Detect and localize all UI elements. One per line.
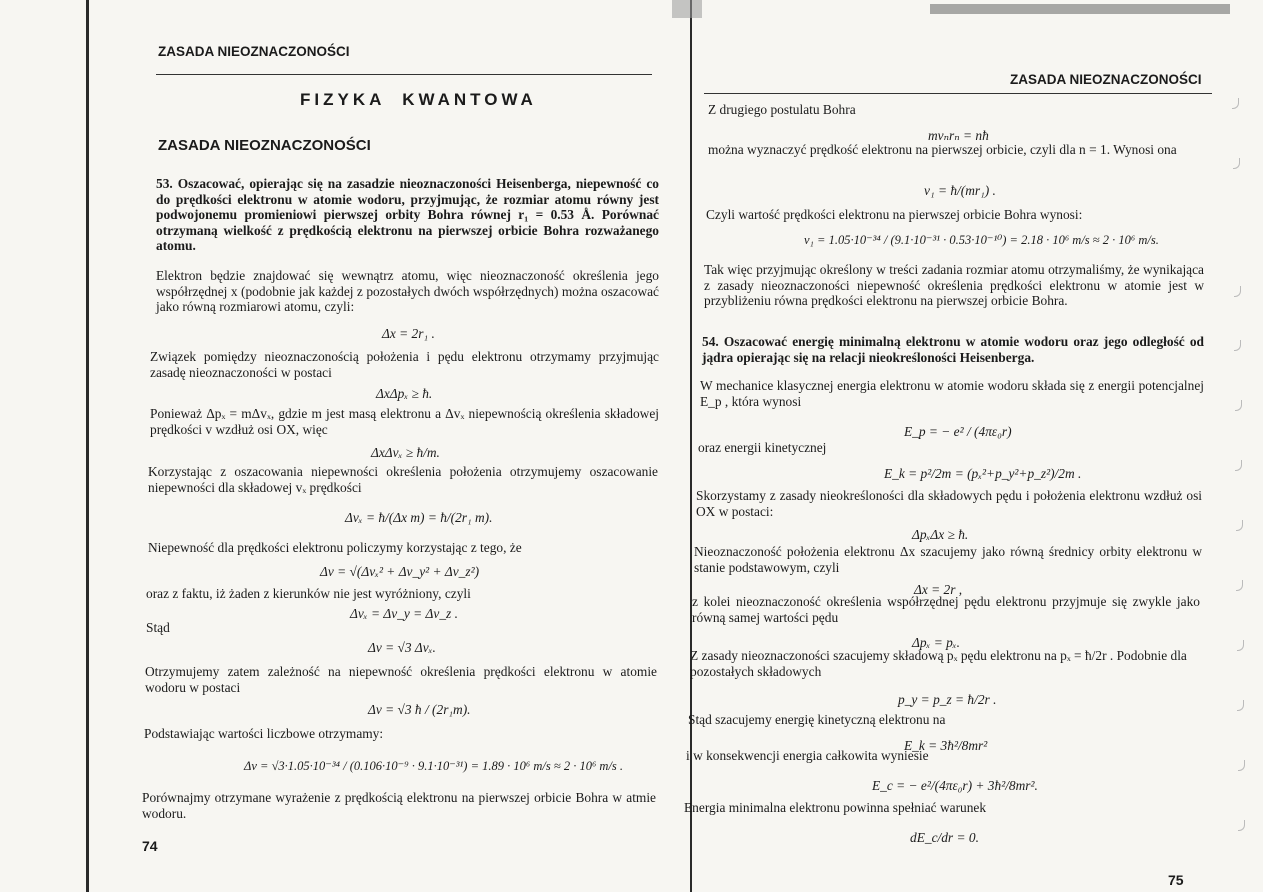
- right-page: [684, 0, 1263, 892]
- equation: ΔxΔvₓ ≥ ħ/m.: [371, 445, 440, 460]
- equation: mvₙrₙ = nħ: [928, 128, 989, 143]
- chapter-title: FIZYKA KWANTOWA: [300, 90, 537, 109]
- paragraph: Stąd: [146, 620, 170, 635]
- running-head-rule: [156, 74, 652, 75]
- problem-53: 53. Oszacować, opierając się na zasadzie nieoznaczoności Heisenberga, niepewność co do prędkości elektronu w atomie wodoru, przyjmując, że rozmiar atomu równy jest podwojonemu promieniowi pierwszej orbity Bohra równej r₁ = 0.53 Å. Porównać otrzymaną wielkość z prędkością elektronu na pierwszej orbicie Bohra rozważanego atomu.: [156, 176, 659, 253]
- equation: Δvₓ = Δv_y = Δv_z .: [350, 606, 458, 621]
- problem-54: 54. Oszacować energię minimalną elektronu w atomie wodoru oraz jego odległość od jądra opierając się na relacji nieokreśloności Heisenberga.: [702, 334, 1204, 365]
- equation: v₁ = ħ/(mr₁) .: [924, 183, 996, 198]
- running-head: ZASADA NIEOZNACZONOŚCI: [158, 44, 350, 59]
- equation: Δpₓ = pₓ.: [912, 635, 960, 650]
- margin-mark: [1237, 640, 1244, 651]
- paragraph: Energia minimalna elektronu powinna spełniać warunek: [684, 800, 987, 815]
- margin-mark: [1236, 580, 1243, 591]
- paragraph: Korzystając z oszacowania niepewności określenia położenia otrzymujemy oszacowanie niepewności dla składowej vₓ prędkości: [148, 464, 658, 495]
- margin-mark: [1235, 460, 1242, 471]
- equation: v₁ = 1.05·10⁻³⁴ / (9.1·10⁻³¹ · 0.53·10⁻¹⁰) = 2.18 · 10⁶ m/s ≈ 2 · 10⁶ m/s.: [804, 233, 1159, 247]
- margin-mark: [1234, 286, 1241, 297]
- paragraph: Elektron będzie znajdować się wewnątrz atomu, więc nieoznaczoność określenia jego współrzędnej x (podobnie jak każdej z pozostałych dwóch współrzędnych) można oszacować jako równą rozmiarowi atomu, czyli:: [156, 268, 659, 314]
- paragraph: Porównajmy otrzymane wyrażenie z prędkością elektronu na pierwszej orbicie Bohra w atmie wodoru.: [142, 790, 656, 821]
- paragraph: z kolei nieoznaczoność określenia współrzędnej pędu elektronu przyjmuje się zwykle jako równą samej wartości pędu: [692, 594, 1200, 625]
- equation: Δv = √3·1.05·10⁻³⁴ / (0.106·10⁻⁹ · 9.1·10⁻³¹) = 1.89 · 10⁶ m/s ≈ 2 · 10⁶ m/s .: [244, 759, 624, 773]
- section-title: ZASADA NIEOZNACZONOŚCI: [158, 137, 371, 154]
- paragraph: Stąd szacujemy energię kinetyczną elektronu na: [688, 712, 946, 727]
- paragraph: Nieoznaczoność położenia elektronu Δx szacujemy jako równą średnicy orbity elektronu w stanie podstawowym, czyli: [694, 544, 1202, 575]
- margin-mark: [1232, 98, 1239, 109]
- paragraph: W mechanice klasycznej energia elektronu w atomie wodoru składa się z energii potencjalnej E_p , która wynosi: [700, 378, 1204, 409]
- paragraph: oraz energii kinetycznej: [698, 440, 827, 455]
- equation: Δv = √3 Δvₓ.: [368, 640, 436, 655]
- margin-mark: [1234, 340, 1241, 351]
- margin-mark: [1238, 820, 1245, 831]
- margin-mark: [1238, 760, 1245, 771]
- equation: E_k = 3ħ²/8mr²: [904, 738, 988, 753]
- paragraph: Z drugiego postulatu Bohra: [708, 102, 856, 117]
- equation: p_y = p_z = ħ/2r .: [898, 692, 997, 707]
- paragraph: Z zasady nieoznaczoności szacujemy składową pₓ pędu elektronu na pₓ = ħ/2r . Podobnie dla pozostałych składowych: [690, 648, 1187, 679]
- paragraph: Skorzystamy z zasady nieokreśloności dla składowych pędu i położenia elektronu wzdłuż osi OX w postaci:: [696, 488, 1202, 519]
- paragraph: Podstawiając wartości liczbowe otrzymamy:: [144, 726, 384, 741]
- paragraph: Ponieważ Δpₓ = mΔvₓ, gdzie m jest masą elektronu a Δvₓ niepewnością określenia składowej prędkości v wzdłuż osi OX, więc: [150, 406, 659, 437]
- running-head: ZASADA NIEOZNACZONOŚCI: [1010, 72, 1202, 87]
- margin-mark: [1237, 700, 1244, 711]
- margin-mark: [1236, 520, 1243, 531]
- equation: Δx = 2r ,: [914, 582, 963, 597]
- equation: dE_c/dr = 0.: [910, 830, 979, 845]
- margin-mark: [1233, 158, 1240, 169]
- paragraph: oraz z faktu, iż żaden z kierunków nie jest wyróżniony, czyli: [146, 586, 471, 601]
- equation: E_p = − e² / (4πε₀r): [904, 424, 1012, 439]
- equation: Δv = √(Δvₓ² + Δv_y² + Δv_z²): [320, 564, 480, 579]
- equation: E_k = p²/2m = (pₓ²+p_y²+p_z²)/2m .: [884, 466, 1082, 481]
- equation: Δvₓ = ħ/(Δx m) = ħ/(2r₁ m).: [345, 510, 493, 525]
- paragraph: Otrzymujemy zatem zależność na niepewność określenia prędkości elektronu w atomie wodoru w postaci: [145, 664, 657, 695]
- paragraph: można wyznaczyć prędkość elektronu na pierwszej orbicie, czyli dla n = 1. Wynosi ona: [708, 142, 1177, 157]
- paragraph: i w konsekwencji energia całkowita wyniesie: [686, 748, 929, 763]
- paragraph: Tak więc przyjmując określony w treści zadania rozmiar atomu otrzymaliśmy, że wynikająca z zasady nieoznaczoności niepewność określenia prędkości elektronu w atomie jest w przybliżeniu równa prędkości elektronu na pierwszej orbicie Bohra.: [704, 262, 1204, 308]
- paragraph: Czyli wartość prędkości elektronu na pierwszej orbicie Bohra wynosi:: [706, 207, 1083, 222]
- page-number: 74: [142, 838, 158, 854]
- running-head-rule: [704, 93, 1212, 94]
- paragraph: Niepewność dla prędkości elektronu policzymy korzystając z tego, że: [148, 540, 522, 555]
- equation: Δv = √3 ħ / (2r₁m).: [368, 702, 471, 717]
- page-number: 75: [1168, 872, 1184, 888]
- margin-mark: [1235, 400, 1242, 411]
- equation: Δx = 2r₁ .: [382, 326, 435, 341]
- equation: ΔpₓΔx ≥ ħ.: [912, 527, 969, 542]
- paragraph: Związek pomiędzy nieoznaczonością położenia i pędu elektronu otrzymamy przyjmując zasadę nieoznaczoności w postaci: [150, 349, 659, 380]
- equation: E_c = − e²/(4πε₀r) + 3ħ²/8mr².: [872, 778, 1038, 793]
- equation: ΔxΔpₓ ≥ ħ.: [376, 386, 433, 401]
